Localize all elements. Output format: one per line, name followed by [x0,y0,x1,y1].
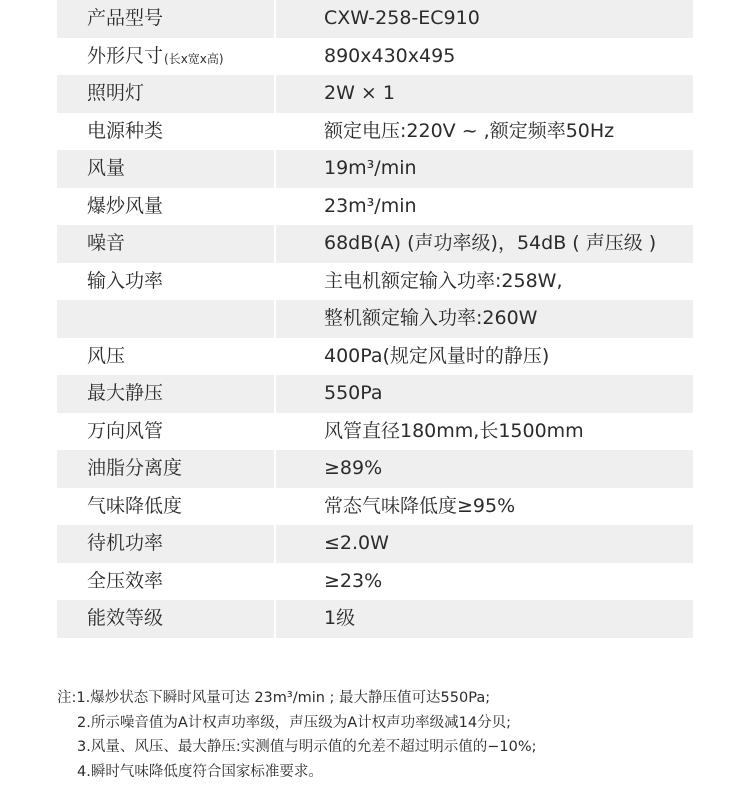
spec-label: 气味降低度 [57,488,274,526]
spec-value: ≥23% [276,563,693,601]
spec-row-input-power [57,263,693,301]
spec-label: 最大静压 [57,375,274,413]
spec-label: 爆炒风量 [57,188,274,226]
spec-row-standby-power [57,525,693,563]
spec-label: 油脂分离度 [57,450,274,488]
footnote: 注:1.爆炒状态下瞬时风量可达 23m³/min ; 最大静压值可达550Pa; [57,690,491,706]
spec-label: 风压 [57,338,274,376]
spec-label: 噪音 [57,225,274,263]
spec-row-noise [57,225,693,263]
spec-value: 890x430x495 [276,38,693,76]
spec-row-model [57,0,693,38]
spec-label: 风量 [57,150,274,188]
spec-value: 68dB(A) (声功率级)，54dB ( 声压级 ) [276,225,693,263]
spec-label: 输入功率 [57,263,274,301]
spec-row-boost-airflow [57,188,693,226]
spec-label: 照明灯 [57,75,274,113]
spec-row-air-pressure [57,338,693,376]
spec-row-duct [57,413,693,451]
spec-value: 400Pa(规定风量时的静压) [276,338,693,376]
spec-value: 主电机额定输入功率:258W, [276,263,693,301]
spec-label-text: 外形尺寸 [87,44,164,67]
spec-value: 风管直径180mm,长1500mm [276,413,693,451]
spec-row-efficiency [57,563,693,601]
spec-label: 能效等级 [57,600,274,638]
spec-label [57,300,274,338]
spec-value: 额定电压:220V ~ ,额定频率50Hz [276,113,693,151]
footnote: 4.瞬时气味降低度符合国家标准要求。 [77,763,323,780]
spec-value: 23m³/min [276,188,693,226]
spec-row-max-static-pressure [57,375,693,413]
spec-row-power-supply [57,113,693,151]
footnote: 2.所示噪音值为A计权声功率级，声压级为A计权声功率级减14分贝; [77,714,512,731]
spec-value: ≥89% [276,450,693,488]
spec-row-airflow [57,150,693,188]
spec-row-lighting [57,75,693,113]
spec-label: 待机功率 [57,525,274,563]
spec-row-energy-grade [57,600,693,638]
spec-value: 19m³/min [276,150,693,188]
footnote: 3.风量、风压、最大静压:实测值与明示值的允差不超过明示值的−10%; [77,739,537,755]
spec-row-input-power-total [57,300,693,338]
spec-label: 电源种类 [57,113,274,151]
spec-value: 常态气味降低度≥95% [276,488,693,526]
spec-value: ≤2.0W [276,525,693,563]
spec-row-dimensions [57,38,693,76]
spec-value: 550Pa [276,375,693,413]
spec-table [57,0,693,638]
spec-label: 全压效率 [57,563,274,601]
spec-label: 万向风管 [57,413,274,451]
spec-label [57,38,274,76]
spec-value: 2W × 1 [276,75,693,113]
spec-label: 产品型号 [57,0,274,38]
spec-row-odor-reduction [57,488,693,526]
spec-value: 1级 [276,600,693,638]
footnotes [57,686,737,784]
spec-value: CXW-258-EC910 [276,0,693,38]
spec-label-note: (长x宽x高) [164,52,224,67]
spec-row-grease-separation [57,450,693,488]
spec-value: 整机额定输入功率:260W [276,300,693,338]
